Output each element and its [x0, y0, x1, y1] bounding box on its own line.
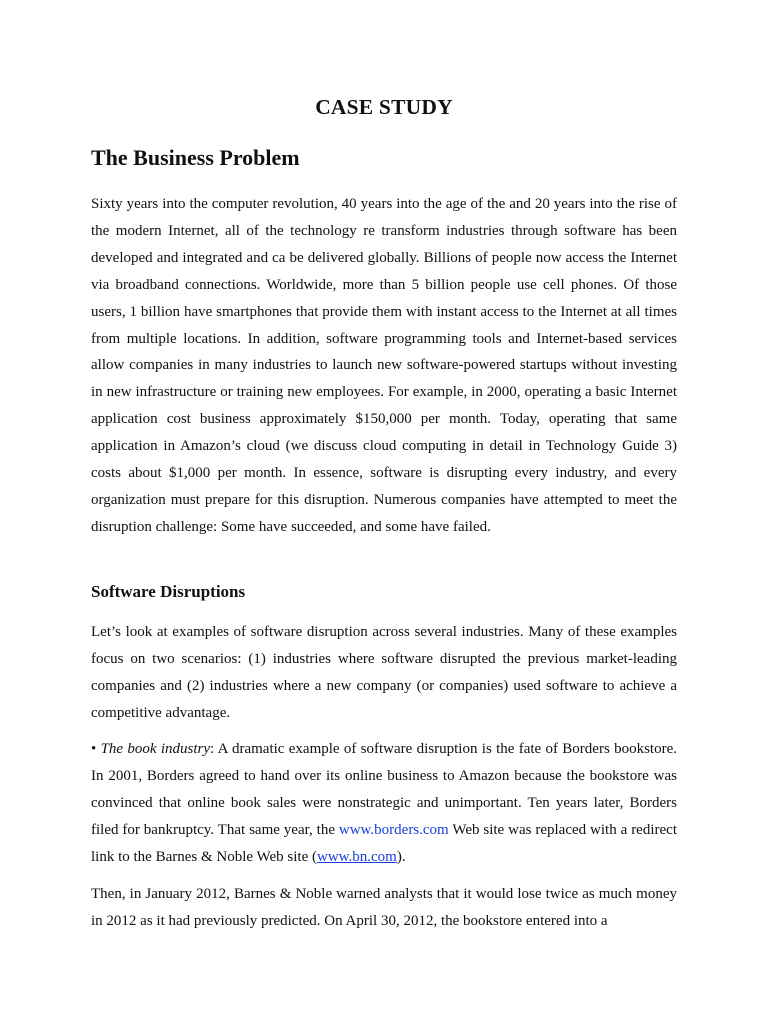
- document-title: CASE STUDY: [315, 95, 453, 119]
- subsection-heading: Software Disruptions: [91, 581, 246, 601]
- bullet-text-after-link: ).: [396, 849, 406, 866]
- bullet-text-between-links: Web site was replaced with a redirect link to the Barnes & Noble Web site (: [91, 822, 677, 866]
- section-paragraph: Let’s look at examples of software disruption across several industries. Many of these examples focus on two scenarios: (1) industries where software disrupted the previous market-leading companies and (2) industries where a new company (or companies) used software to achieve a competitive advantage.: [91, 623, 677, 721]
- bn-link[interactable]: www.bn.com: [316, 849, 397, 866]
- bullet-marker: •: [91, 741, 97, 758]
- section-heading: The Business Problem: [91, 145, 300, 170]
- bullet-text-before-link: : A dramatic example of software disruption is the fate of Borders bookstore. In 2001, Borders agreed to hand over its online business to Amazon because the bookstore was convinced that online book sales were nonstrategic and unimportant. Ten years later, Borders filed for bankruptcy. That same year, the: [91, 741, 678, 839]
- document-body: [91, 90, 677, 935]
- borders-link[interactable]: www.borders.com: [338, 822, 449, 839]
- intro-paragraph: Sixty years into the computer revolution, 40 years into the age of the and 20 years into the rise of the modern Internet, all of the technology re transform industries through software has been developed and integrated and ca be delivered globally. Billions of people now access the Internet via broadband connections. Worldwide, more than 5 billion people use cell phones. Of those users, 1 billion have smartphones that provide them with instant access to the Internet at all times from multiple locations. In addition, software programming tools and Internet-based services allow companies in many industries to launch new software-powered startups without investing in new infrastructure or training new employees. For example, in 2000, operating a basic Internet application cost business approximately $150,000 per month. Today, operating that same application in Amazon’s cloud (we discuss cloud computing in detail in Technology Guide 3) costs about $1,000 per month. In essence, software is disrupting every industry, and every organization must prepare for this disruption. Numerous companies have attempted to meet the disruption challenge: Some have succeeded, and some have failed.: [91, 196, 677, 535]
- bullet-label: The book industry: [100, 741, 211, 758]
- bullet-paragraph: [91, 736, 677, 871]
- closing-paragraph: Then, in January 2012, Barnes & Noble warned analysts that it would lose twice as much money in 2012 as it had previously predicted. On April 30, 2012, the bookstore entered into a: [91, 885, 677, 929]
